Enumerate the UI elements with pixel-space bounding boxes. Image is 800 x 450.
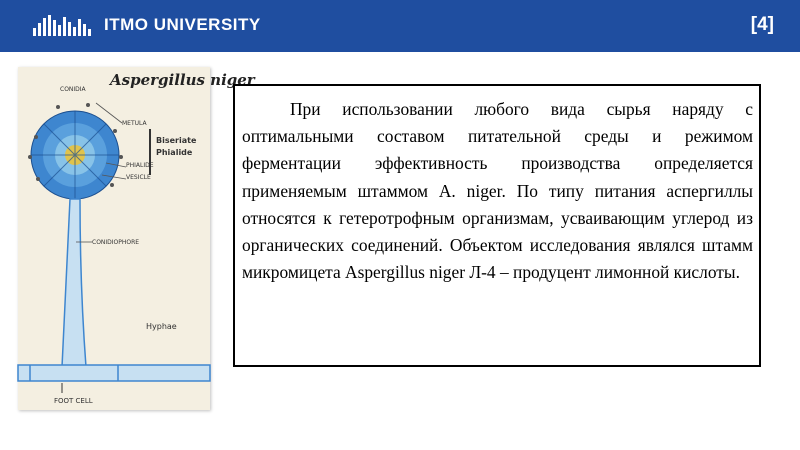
itmo-logo-icon (32, 14, 94, 38)
label-phialide-right: Phialide (156, 148, 193, 157)
label-metula: METULA (122, 120, 147, 127)
label-vesicle: VESICLE (126, 174, 151, 181)
label-phialide: PHIALIDE (126, 162, 154, 169)
label-foot-cell: FOOT CELL (54, 397, 93, 405)
illustration-title: Aspergillus niger (110, 71, 255, 89)
content-box (233, 84, 761, 367)
slide-number: [4] (750, 14, 774, 35)
label-conidiophore: CONIDIOPHORE (92, 239, 140, 246)
label-hyphae: Hyphae (146, 322, 177, 331)
label-biseriate: Biseriate (156, 136, 197, 145)
spore-head (28, 103, 123, 199)
label-conidia: CONIDIA (60, 86, 86, 93)
aspergillus-illustration (18, 67, 255, 410)
content-paragraph: При использовании любого вида сырья наряду с оптимальными составом питательной среды и режимом ферментации эффективность производства определяется применяемым штаммом A. niger. По типу питания аспергиллы относятся к гетеротрофным организмам, усваивающим углерод из органических соединений. Объектом исследования являлся штамм микромицета Aspergillus niger Л-4 – продуцент лимонной кислоты. (242, 99, 753, 283)
aspergillus-drawing (18, 67, 255, 410)
brand-name: ITMO UNIVERSITY (104, 15, 261, 34)
conidiophore-stalk (62, 199, 86, 367)
hyphae-band (18, 365, 210, 381)
header-bar (0, 0, 800, 52)
